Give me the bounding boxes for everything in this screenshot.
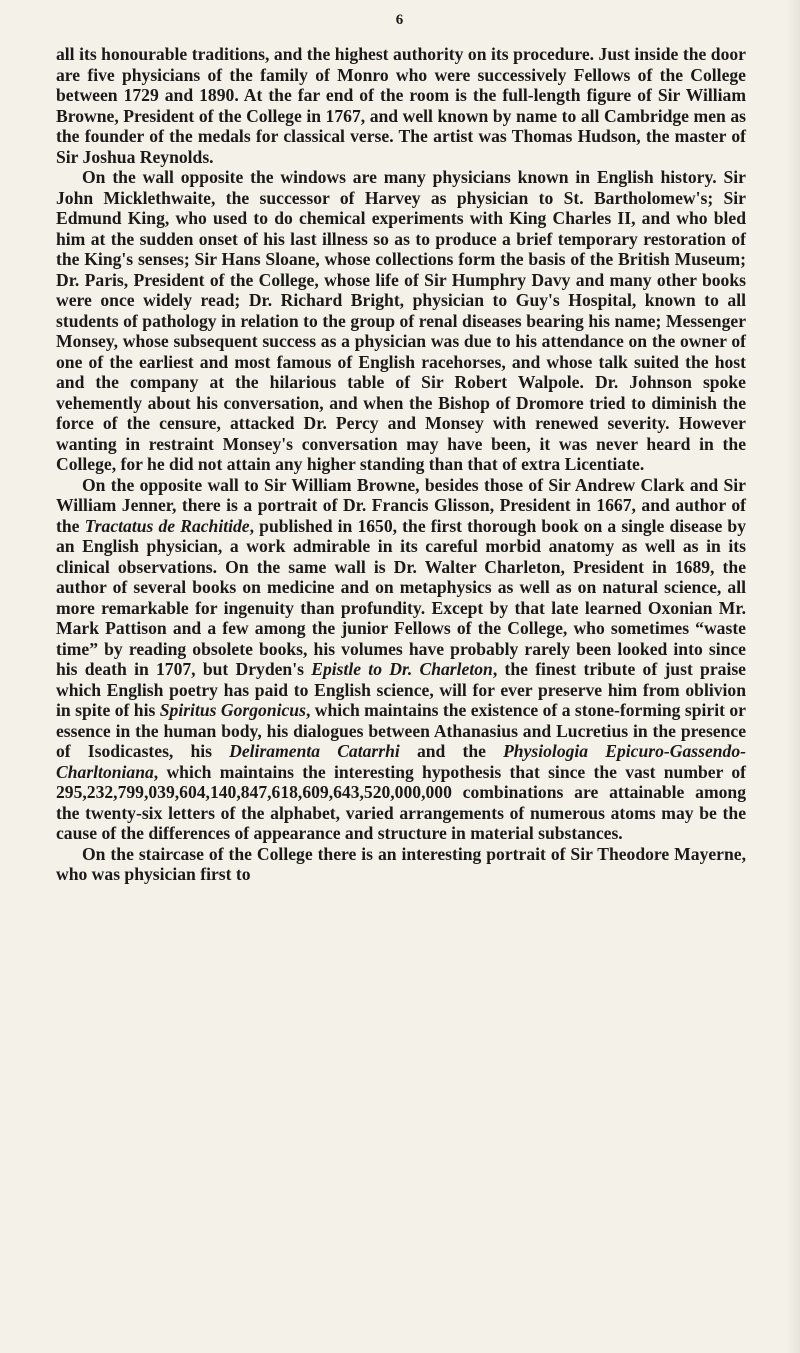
italic-title: Epistle to Dr. Charleton — [311, 659, 493, 679]
text-run: On the opposite wall to Sir William Browne, besides those of Sir Andrew Clark and Sir William Jenner, there is a portrait of Dr. Francis Glisson, President in 1667, and author of the — [56, 474, 746, 536]
text-run: , the finest tribute of just praise which English poetry has paid to English science, will for ever preserve him from oblivion in spite of his — [56, 659, 746, 720]
text-run: , published in 1650, the first thorough book on a single disease by an English physician, a work admirable in its careful morbid anatomy as well as in its clinical observations. On the same wall is Dr. Walter Charleton, President in 1689, the author of several books on medicine and on metaphysics as well as on natural science, all more remarkable for ingenuity than profundity. Except by that late learned Oxonian Mr. Mark Pattison and a few among the junior Fellows of the College, who sometimes “waste time” by reading obsolete books, his volumes have probably rarely been looked into since his death in 1707, but Dryden's — [56, 515, 746, 679]
paragraph-4 — [56, 844, 746, 885]
text-run: On the staircase of the College there is an interesting portrait of Sir Theodore Mayerne, who was physician first to — [56, 843, 746, 884]
body-text — [56, 44, 746, 885]
text-run: On the wall opposite the windows are many physicians known in English history. Sir John Micklethwaite, the successor of Harvey as physician to St. Bartholomew's; Sir Edmund King, who used to do chemical experiments with King Charles II, and who bled him at the sudden onset of his last illness so as to produce a brief temporary restoration of the King's senses; Sir Hans Sloane, whose collections form the basis of the British Museum; Dr. Paris, President of the College, whose life of Sir Humphry Davy and many other books were once widely read; Dr. Richard Bright, physician to Guy's Hospital, known to all students of pathology in relation to the group of renal diseases bearing his name; Messenger Monsey, whose subsequent success as a physician was due to his attendance on the owner of one of the earliest and most famous of English racehorses, and whose talk suited the host and the company at the hilarious table of Sir Robert Walpole. Dr. Johnson spoke vehemently about his conversation, and when the Bishop of Dromore tried to diminish the force of the censure, attacked Dr. Percy and Monsey with renewed severity. However wanting in restraint Monsey's conversation may have been, it was never heard in the College, for he did not attain any higher standing than that of extra Licentiate. — [56, 167, 746, 474]
italic-title: Spiritus Gorgonicus — [159, 700, 306, 720]
paragraph-2 — [56, 167, 746, 475]
paragraph-3 — [56, 475, 746, 844]
text-run: , which maintains the interesting hypothesis that since the vast number of 295,232,799,039,604,140,847,618,609,643,520,000,000 combinations are attainable among the twenty-six letters of the alphabet, varied arrangements of numerous atoms may be the cause of the differences of appearance and structure in material substances. — [56, 761, 746, 843]
paragraph-1 — [56, 44, 746, 167]
italic-title: Deliramenta Catarrhi — [229, 741, 400, 761]
italic-title: Physiologia Epicuro-Gassendo-Charltoniana — [56, 741, 747, 782]
text-run: and the — [399, 741, 504, 761]
text-run: all its honourable traditions, and the highest authority on its procedure. Just inside the door are five physicians of the family of Monro who were successively Fellows of the College between 1729 and 1890. At the far end of the room is the full-length figure of Sir William Browne, President of the College in 1767, and well known by name to all Cambridge men as the founder of the medals for classical verse. The artist was Thomas Hudson, the master of Sir Joshua Reynolds. — [56, 44, 746, 167]
italic-title: Tractatus de Rachitide — [84, 515, 250, 536]
page-edge-shadow — [786, 0, 800, 1353]
page-number: 6 — [395, 12, 405, 28]
text-run: , which maintains the existence of a stone-forming spirit or essence in the human body, his dialogues between Athanasius and Lucretius in the presence of Isodicastes, his — [56, 700, 746, 761]
